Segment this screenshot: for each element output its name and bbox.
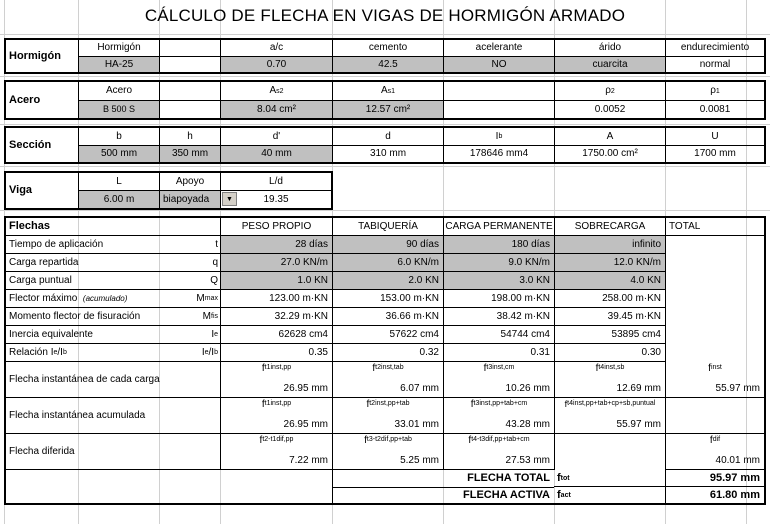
endurecimiento-value: normal — [665, 56, 764, 72]
ld-header: L/d — [220, 173, 331, 190]
flecha-activa-value: 61.80 mm — [665, 487, 764, 503]
row-label-flecha-acumulada: Flecha instantánea acumulada — [6, 398, 220, 434]
page-title: CÁLCULO DE FLECHA EN VIGAS DE HORMIGÓN ARMADO — [144, 6, 626, 25]
sym-f-dif-tab: f t3-t2 dif,pp+tab — [332, 434, 443, 452]
row-label-inercia: Inercia equivalente — [6, 326, 186, 344]
row-label-carga-puntual: Carga puntual — [6, 272, 186, 290]
d-value: 310 mm — [332, 145, 443, 162]
row-label-flector-maximo: Flector máximo (acumulado) — [6, 290, 186, 308]
hormigon-header: Hormigón — [78, 40, 159, 56]
ie-tab: 57622 cm4 — [332, 326, 443, 344]
arido-header: árido — [554, 40, 665, 56]
tiempo-sb-input[interactable]: infinito — [554, 236, 665, 254]
sym-f-act: f act — [557, 488, 571, 501]
sym-f-dif-total: f dif — [665, 434, 764, 452]
h-input[interactable]: 350 mm — [159, 145, 220, 162]
ac-header: a/c — [220, 40, 332, 56]
flechas-label: Flechas — [6, 218, 220, 236]
facum-cm: 43.28 mm — [443, 416, 554, 434]
col-tabiqueria: TABIQUERÍA — [332, 218, 443, 236]
q-pp-input[interactable]: 27.0 KN/m — [220, 254, 332, 272]
rel-sb: 0.30 — [554, 344, 665, 362]
tiempo-pp-input[interactable]: 28 días — [220, 236, 332, 254]
fdif-cm: 27.53 mm — [443, 452, 554, 470]
sym-t: t — [186, 236, 220, 254]
sym-q: q — [186, 254, 220, 272]
sym-mfis: M fis — [186, 308, 220, 326]
Q-cp-input[interactable]: 3.0 KN — [443, 272, 554, 290]
as2-header: A s2 — [220, 82, 332, 100]
apoyo-select[interactable]: biapoyada — [159, 190, 220, 208]
sym-Q: Q — [186, 272, 220, 290]
fdif-tab: 5.25 mm — [332, 452, 443, 470]
arido-input[interactable]: cuarcita — [554, 56, 665, 72]
rel-pp: 0.35 — [220, 344, 332, 362]
ib-header: I b — [443, 128, 554, 145]
rel-cp: 0.31 — [443, 344, 554, 362]
sym-f-inst-tab: f t2 inst,tab — [332, 362, 443, 380]
sym-f-acum-cm: f t3 inst,pp+tab+cm — [443, 398, 554, 416]
acero-header: Acero — [78, 82, 159, 100]
ac-input[interactable]: 0.70 — [220, 56, 332, 72]
seccion-label: Sección — [9, 138, 52, 151]
mfis-pp: 32.29 m·KN — [220, 308, 332, 326]
ld-value: 19.35 — [220, 190, 331, 208]
facum-tab: 33.01 mm — [332, 416, 443, 434]
col-carga-permanente: CARGA PERMANENTE — [443, 218, 554, 236]
finst-tab: 6.07 mm — [332, 380, 443, 398]
Q-tab-input[interactable]: 2.0 KN — [332, 272, 443, 290]
mmax-pp: 123.00 m·KN — [220, 290, 332, 308]
sym-f-inst-pp: f t1 inst,pp — [220, 362, 332, 380]
apoyo-header: Apoyo — [159, 173, 220, 190]
finst-sb: 12.69 mm — [554, 380, 665, 398]
tiempo-cp-input[interactable]: 180 días — [443, 236, 554, 254]
Q-pp-input[interactable]: 1.0 KN — [220, 272, 332, 290]
sym-ie: I e — [186, 326, 220, 344]
u-header: U — [665, 128, 764, 145]
flecha-total-value: 95.97 mm — [665, 470, 764, 487]
cemento-input[interactable]: 42.5 — [332, 56, 443, 72]
mmax-sb: 258.00 m·KN — [554, 290, 665, 308]
sym-mmax: M max — [186, 290, 220, 308]
sym-ie-ib: I e /I b — [186, 344, 220, 362]
finst-total: 55.97 mm — [665, 380, 764, 398]
hormigon-label: Hormigón — [9, 49, 61, 62]
sym-f-acum-tab: f t2 inst,pp+tab — [332, 398, 443, 416]
facum-sb: 55.97 mm — [554, 416, 665, 434]
dprime-input[interactable]: 40 mm — [220, 145, 332, 162]
q-sb-input[interactable]: 12.0 KN/m — [554, 254, 665, 272]
mfis-cp: 38.42 m·KN — [443, 308, 554, 326]
b-header: b — [78, 128, 159, 145]
col-peso-propio: PESO PROPIO — [220, 218, 332, 236]
u-value: 1700 mm — [665, 145, 764, 162]
row-label-momento-fisuracion: Momento flector de fisuración — [6, 308, 186, 326]
l-input[interactable]: 6.00 m — [78, 190, 159, 208]
ie-pp: 62628 cm4 — [220, 326, 332, 344]
mmax-cp: 198.00 m·KN — [443, 290, 554, 308]
acero-type-input[interactable]: B 500 S — [78, 100, 159, 118]
l-header: L — [78, 173, 159, 190]
acelerante-input[interactable]: NO — [443, 56, 554, 72]
sym-f-inst-sb: f t4 inst,sb — [554, 362, 665, 380]
as1-header: A s1 — [332, 82, 443, 100]
sym-f-inst-cm: f t3 inst,cm — [443, 362, 554, 380]
Q-sb-input[interactable]: 4.0 KN — [554, 272, 665, 290]
rho1-value: 0.0081 — [665, 100, 764, 118]
flecha-activa-label: FLECHA ACTIVA — [332, 487, 554, 503]
dprime-header: d' — [220, 128, 332, 145]
chevron-down-icon: ▼ — [226, 195, 233, 203]
row-label-carga-repartida: Carga repartida — [6, 254, 186, 272]
sym-f-dif-pp: f t2-t1 dif,pp — [220, 434, 332, 452]
ie-cp: 54744 cm4 — [443, 326, 554, 344]
acelerante-header: acelerante — [443, 40, 554, 56]
q-cp-input[interactable]: 9.0 KN/m — [443, 254, 554, 272]
mmax-tab: 153.00 m·KN — [332, 290, 443, 308]
rho2-header: ρ 2 — [554, 82, 665, 100]
ie-sb: 53895 cm4 — [554, 326, 665, 344]
ib-value: 178646 mm4 — [443, 145, 554, 162]
sym-f-acum-sb: f t4 inst,pp+tab+cp+sb,puntual — [554, 398, 665, 416]
tiempo-tab-input[interactable]: 90 días — [332, 236, 443, 254]
sym-f-acum-pp: f t1 inst,pp — [220, 398, 332, 416]
rho1-header: ρ 1 — [665, 82, 764, 100]
sym-f-inst-total: f inst — [665, 362, 764, 380]
sym-f-dif-cm: f t4-t3 dif,pp+tab+cm — [443, 434, 554, 452]
as2-input[interactable]: 8.04 cm² — [220, 100, 332, 118]
col-sobrecarga: SOBRECARGA — [554, 218, 665, 236]
hormigon-type-input[interactable]: HA-25 — [78, 56, 159, 72]
flecha-total-label: FLECHA TOTAL — [332, 470, 554, 487]
facum-pp: 26.95 mm — [220, 416, 332, 434]
viga-label: Viga — [9, 184, 33, 196]
col-total: TOTAL — [665, 218, 764, 236]
row-label-flecha-diferida: Flecha diferida — [6, 434, 220, 470]
b-input[interactable]: 500 mm — [78, 145, 159, 162]
fdif-pp: 7.22 mm — [220, 452, 332, 470]
h-header: h — [159, 128, 220, 145]
row-label-flecha-instantanea: Flecha instantánea de cada carga — [6, 362, 220, 398]
q-tab-input[interactable]: 6.0 KN/m — [332, 254, 443, 272]
row-label-tiempo: Tiempo de aplicación — [6, 236, 186, 254]
as1-input[interactable]: 12.57 cm² — [332, 100, 443, 118]
cemento-header: cemento — [332, 40, 443, 56]
acero-label: Acero — [9, 93, 41, 106]
sym-f-tot: f tot — [554, 470, 665, 487]
mfis-tab: 36.66 m·KN — [332, 308, 443, 326]
area-header: A — [554, 128, 665, 145]
area-value: 1750.00 cm² — [554, 145, 665, 162]
rel-tab: 0.32 — [332, 344, 443, 362]
d-header: d — [332, 128, 443, 145]
mfis-sb: 39.45 m·KN — [554, 308, 665, 326]
finst-cm: 10.26 mm — [443, 380, 554, 398]
finst-pp: 26.95 mm — [220, 380, 332, 398]
rho2-value: 0.0052 — [554, 100, 665, 118]
endurecimiento-header: endurecimiento — [665, 40, 764, 56]
row-label-relacion: Relación I e /I b — [6, 344, 186, 362]
fdif-total: 40.01 mm — [665, 452, 764, 470]
